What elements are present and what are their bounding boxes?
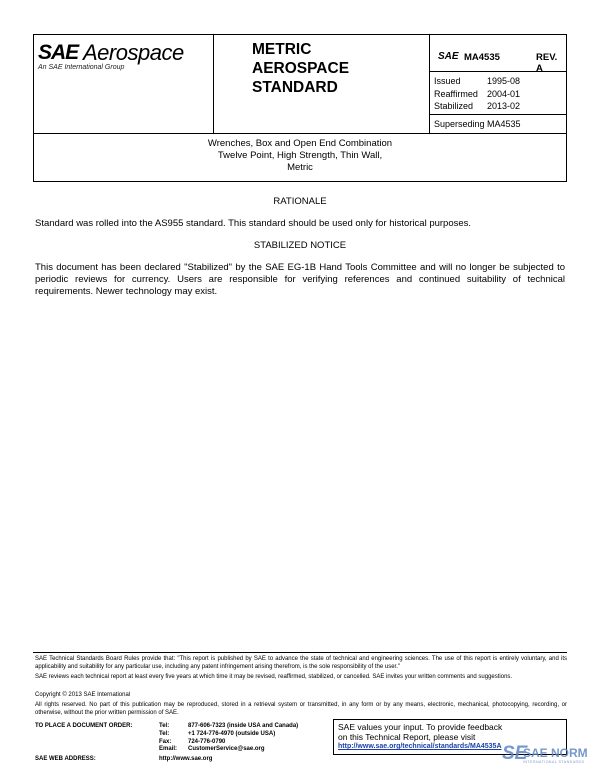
stabilized-notice-heading: STABILIZED NOTICE <box>253 240 347 251</box>
header-table <box>33 34 567 134</box>
dates-row <box>430 72 566 115</box>
dates-list <box>434 75 520 113</box>
footer-review-text: SAE reviews each technical report at least every five years at which time it may be revised, reaffirmed, stabilized, or cancelled. SAE invites your written comments and suggestions. <box>35 674 513 680</box>
logo-tagline: An SAE International Group <box>38 64 125 71</box>
footer-rules-text: SAE Technical Standards Board Rules provide that: "This report is published by SAE to advance the state of technical and engineering sciences. The use of this report is entirely voluntary, and its applicability and suitability for any particular use, including any patent infringement arising therefrom, is the sole responsibility of the user." <box>35 656 567 670</box>
watermark-text: SAE NORM <box>523 746 588 760</box>
date-issued: Issued 1995-08 <box>434 76 521 86</box>
doc-number-row <box>430 35 566 72</box>
sae-norm-watermark <box>502 743 588 767</box>
watermark-subtext: INTERNATIONAL STANDARDS <box>523 760 585 764</box>
web-address-label: SAE WEB ADDRESS: <box>35 756 96 762</box>
contact-tel-usa: 877-606-7323 (inside USA and Canada) <box>188 723 299 729</box>
doc-info-cell <box>430 35 566 133</box>
watermark-mark: SE <box>502 743 528 764</box>
footer-rights-text: All rights reserved. No part of this publication may be reproduced, stored in a retrieval system or transmitted, in any form or by any means, electronic, mechanical, photocopying, recording, or otherwise, without the prior written permission of SAE. <box>35 702 567 716</box>
superseding-row <box>430 115 566 133</box>
rationale-heading: RATIONALE <box>273 196 327 207</box>
logo-cell <box>34 35 214 133</box>
doc-number: MA4535 <box>464 52 500 63</box>
footer-copyright: Copyright © 2013 SAE International <box>35 692 131 698</box>
order-label: TO PLACE A DOCUMENT ORDER: <box>35 723 133 729</box>
sae-small-logo: SAE <box>438 51 459 62</box>
aerospace-logo-text: Aerospace <box>83 40 184 65</box>
sae-logo-mark: SAE <box>38 41 79 64</box>
contact-keys: Tel: Tel: Fax: Email: <box>159 723 178 753</box>
contact-tel-intl: +1 724-776-4970 (outside USA) <box>188 730 276 737</box>
standard-type-title: METRIC AEROSPACE STANDARD <box>252 41 350 96</box>
rationale-text: Standard was rolled into the AS955 standard. This standard should be used only for historical purposes. <box>35 218 472 229</box>
feedback-line-1: SAE values your input. To provide feedback <box>338 722 503 732</box>
contact-fax: 724-776-0790 <box>188 738 226 745</box>
document-subject: Wrenches, Box and Open End Combination Twelve Point, High Strength, Thin Wall, Metric <box>33 134 567 182</box>
feedback-line-2: on this Technical Report, please visit <box>338 732 476 742</box>
superseding-text: Superseding MA4535 <box>434 119 521 129</box>
feedback-link[interactable]: http://www.sae.org/technical/standards/MA4535A <box>338 743 502 750</box>
date-stabilized: Stabilized 2013-02 <box>434 101 521 111</box>
stabilized-notice-text: This document has been declared "Stabilized" by the SAE EG-1B Hand Tools Committee and will no longer be subjected to periodic reviews for currency. Users are responsible for verifying references and continued suitability of technical requirements. Newer technology may exist. <box>35 262 565 297</box>
footer-divider <box>33 652 567 653</box>
contact-values <box>188 723 328 754</box>
date-reaffirmed: Reaffirmed 2004-01 <box>434 88 521 99</box>
contact-email[interactable]: CustomerService@sae.org <box>188 746 265 753</box>
web-address-link[interactable]: http://www.sae.org <box>159 756 213 762</box>
web-address <box>35 756 213 762</box>
revision: REV. A <box>536 52 558 74</box>
standard-type-cell <box>214 35 430 133</box>
